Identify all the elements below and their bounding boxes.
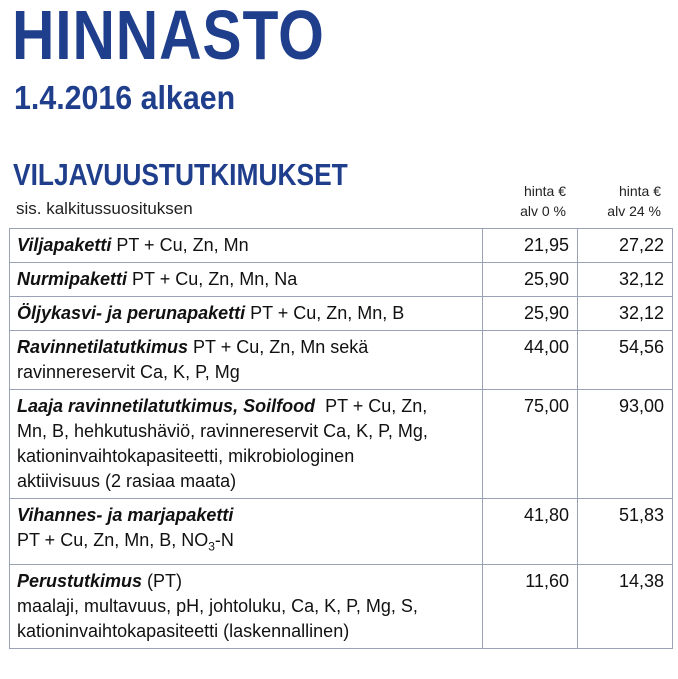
details-text: PT + Cu, Zn, Mn, B, NO: [17, 530, 209, 550]
row-description: [10, 331, 483, 390]
price-vat24: 14,38: [578, 564, 673, 648]
table-row: [10, 564, 673, 648]
package-name: Öljykasvi- ja perunapaketti: [17, 303, 246, 323]
price-vat24: 27,22: [578, 229, 673, 263]
section-subtitle: sis. kalkitussuosituksen: [16, 199, 193, 218]
subscript-text: 3: [208, 539, 215, 554]
package-details-line: [17, 528, 474, 560]
table-row: [10, 331, 673, 390]
price-vat24: 32,12: [578, 297, 673, 331]
package-name: Nurmipaketti: [17, 269, 128, 289]
price-vat24: 93,00: [578, 390, 673, 499]
table-row: [10, 390, 673, 499]
price-vat0: 75,00: [483, 390, 578, 499]
package-name: Ravinnetilatutkimus: [17, 337, 189, 357]
package-details-line: kationinvaihtokapasiteetti (laskennallinen): [17, 620, 350, 641]
package-details-line: ravinnereservit Ca, K, P, Mg: [17, 362, 240, 382]
page-title: HINNASTO: [12, 0, 325, 74]
package-name: Viljapaketti: [17, 235, 112, 255]
package-details-line: aktiivisuus (2 rasiaa maata): [17, 471, 237, 491]
price-vat24: 32,12: [578, 263, 673, 297]
package-name: Laaja ravinnetilatutkimus, Soilfood: [17, 396, 316, 416]
table-row: [10, 229, 673, 263]
package-name: Vihannes- ja marjapaketti: [17, 505, 234, 525]
column-header-vat24-line1: hinta €: [618, 183, 661, 199]
price-vat24: 51,83: [578, 499, 673, 565]
package-details: PT + Cu, Zn, Mn, B: [245, 303, 405, 323]
price-vat24: 54,56: [578, 331, 673, 390]
column-header-vat0: [476, 181, 566, 221]
table-row: [10, 499, 673, 565]
price-vat0: 25,90: [483, 297, 578, 331]
package-details-line: Mn, B, hehkutushäviö, ravinnereservit Ca, K, P, Mg,: [17, 421, 428, 441]
table-row: [10, 263, 673, 297]
package-details: PT + Cu, Zn, Mn sekä: [188, 337, 369, 357]
price-vat0: 11,60: [483, 564, 578, 648]
package-details: (PT): [142, 570, 183, 591]
price-vat0: 25,90: [483, 263, 578, 297]
row-description: [10, 499, 483, 565]
package-details: PT + Cu, Zn, Mn, Na: [127, 269, 298, 289]
row-description: [10, 564, 483, 648]
row-description: [10, 229, 483, 263]
column-header-vat0-line2: alv 0 %: [520, 203, 566, 219]
row-description: [10, 263, 483, 297]
package-details-line: kationinvaihtokapasiteetti, mikrobiologinen: [17, 446, 355, 466]
package-details-line: maalaji, multavuus, pH, johtoluku, Ca, K, P, Mg, S,: [17, 595, 418, 616]
price-vat0: 41,80: [483, 499, 578, 565]
column-header-vat0-line1: hinta €: [523, 183, 566, 199]
row-description: [10, 390, 483, 499]
price-vat0: 44,00: [483, 331, 578, 390]
price-table: [9, 228, 673, 649]
package-details: PT + Cu, Zn, Mn: [111, 235, 249, 255]
column-header-vat24-line2: alv 24 %: [607, 203, 661, 219]
table-row: [10, 297, 673, 331]
package-details: PT + Cu, Zn,: [315, 396, 428, 416]
row-description: [10, 297, 483, 331]
effective-date: 1.4.2016 alkaen: [14, 79, 236, 116]
package-name: Perustutkimus: [17, 570, 143, 591]
column-header-vat24: [571, 181, 661, 221]
price-vat0: 21,95: [483, 229, 578, 263]
section-title: VILJAVUUSTUTKIMUKSET: [13, 157, 348, 192]
details-text-suffix: -N: [214, 530, 234, 550]
